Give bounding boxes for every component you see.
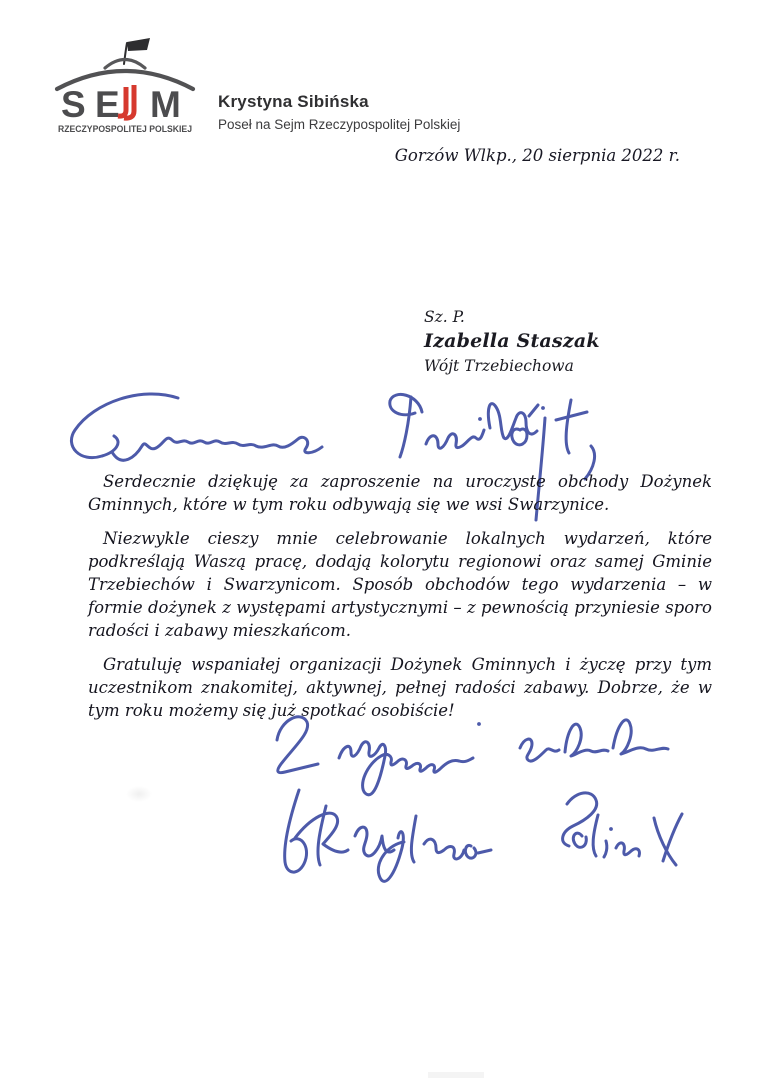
recipient-name: Izabella Staszak <box>424 330 600 353</box>
sender-block <box>218 92 460 132</box>
sejm-dome-icon <box>54 38 196 136</box>
scan-mark <box>428 1072 484 1078</box>
logo-letter-j-red <box>118 85 134 118</box>
letter-body <box>88 470 712 733</box>
paragraph-2: Niezwykle cieszy mnie celebrowanie lokalnych wydarzeń, które podkreślają Waszą pracę, dodają kolorytu regionowi oraz samej Gminie Trzebiechów i Swarzynicom. Sposób obchodów tego wydarzenia – w formie dożynek z występami artystycznymi – z pewnością przyniesie sporo radości i zabawy mieszkańcom. <box>88 529 712 640</box>
sejm-logo <box>54 38 196 136</box>
sender-name: Krystyna Sibińska <box>218 92 369 111</box>
logo-letter-s: S <box>61 84 86 125</box>
logo-letter-m: M <box>150 84 181 125</box>
recipient-title: Wójt Trzebiechowa <box>424 356 574 375</box>
recipient-salutation-prefix: Sz. P. <box>424 308 465 326</box>
dateline: Gorzów Wlkp., 20 sierpnia 2022 r. <box>394 146 680 165</box>
paragraph-1: Serdecznie dziękuję za zaproszenie na uroczyste obchody Dożynek Gminnych, które w tym roku odbywają się we wsi Swarzynice. <box>88 472 712 514</box>
paragraph-3: Gratuluję wspaniałej organizacji Dożynek Gminnych i życzę przy tym uczestnikom znakomitej, aktywnej, pełnej radości zabawy. Dobrze, że w tym roku możemy się już spotkać osobiście! <box>88 655 712 720</box>
recipient-block <box>424 309 600 375</box>
handwritten-greeting-text <box>50 386 51 387</box>
scan-smudge <box>126 786 152 802</box>
logo-letter-e: E <box>95 84 120 125</box>
logo-subtitle: RZECZYPOSPOLITEJ POLSKIEJ <box>58 124 192 135</box>
sender-role: Poseł na Sejm Rzeczypospolitej Polskiej <box>218 117 461 132</box>
